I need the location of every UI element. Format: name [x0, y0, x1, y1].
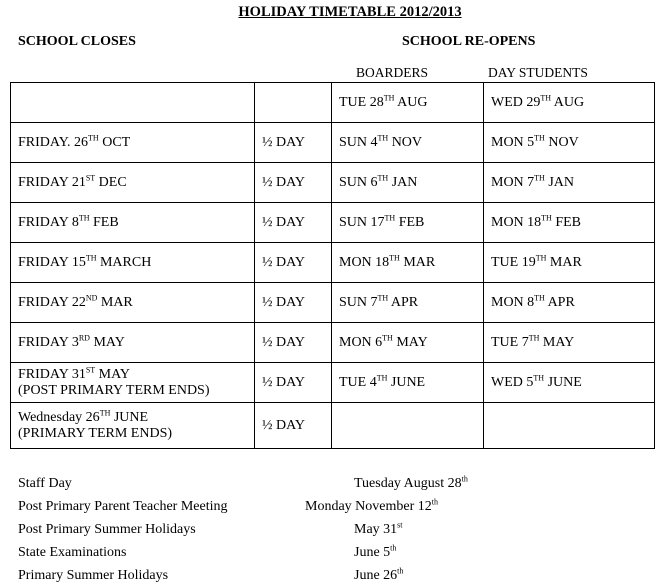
table-row	[11, 323, 655, 363]
close-date-cell: FRIDAY 22ND MAR	[11, 283, 255, 323]
day-students-reopen-cell: MON 18TH FEB	[484, 203, 655, 243]
footer-label: Primary Summer Holidays	[18, 568, 169, 583]
boarders-reopen-cell: MON 6TH MAY	[332, 323, 484, 363]
day-students-reopen-cell: MON 7TH JAN	[484, 163, 655, 203]
table-row	[11, 363, 655, 403]
half-day-cell: ½ DAY	[255, 123, 332, 163]
half-day-cell: ½ DAY	[255, 243, 332, 283]
table-row	[11, 203, 655, 243]
boarders-reopen-cell: SUN 7TH APR	[332, 283, 484, 323]
school-reopens-heading: SCHOOL RE-OPENS	[402, 34, 536, 49]
close-date-cell: FRIDAY 15TH MARCH	[11, 243, 255, 283]
day-students-reopen-cell: MON 5TH NOV	[484, 123, 655, 163]
term-end-note: (POST PRIMARY TERM ENDS)	[18, 382, 210, 398]
day-students-reopen-cell	[484, 403, 655, 449]
footer-value: May 31st	[354, 520, 403, 537]
close-date-cell: FRIDAY 8TH FEB	[11, 203, 255, 243]
day-students-reopen-cell: WED 5TH JUNE	[484, 363, 655, 403]
boarders-reopen-cell: TUE 28TH AUG	[332, 83, 484, 123]
day-students-reopen-cell: TUE 7TH MAY	[484, 323, 655, 363]
close-date-cell	[11, 363, 255, 403]
footer-value: June 5th	[354, 543, 397, 560]
footer-label: Staff Day	[18, 476, 72, 491]
footer-label: Post Primary Summer Holidays	[18, 522, 196, 537]
table-row	[11, 283, 655, 323]
half-day-cell: ½ DAY	[255, 403, 332, 449]
table-row	[11, 83, 655, 123]
close-date-cell: FRIDAY. 26TH OCT	[11, 123, 255, 163]
half-day-cell: ½ DAY	[255, 163, 332, 203]
term-end-note: (PRIMARY TERM ENDS)	[18, 425, 173, 441]
close-date-cell	[11, 403, 255, 449]
footer-value: Tuesday August 28th	[354, 474, 468, 491]
table-row	[11, 163, 655, 203]
close-date-cell: FRIDAY 3RD MAY	[11, 323, 255, 363]
footer-value: Monday November 12th	[305, 497, 438, 514]
table-row	[11, 243, 655, 283]
footer-label: Post Primary Parent Teacher Meeting	[18, 499, 228, 514]
half-day-cell: ½ DAY	[255, 323, 332, 363]
close-date-line: Wednesday 26TH JUNE	[18, 407, 149, 425]
boarders-heading: BOARDERS	[356, 65, 429, 80]
day-students-reopen-cell: WED 29TH AUG	[484, 83, 655, 123]
close-date-cell: FRIDAY 21ST DEC	[11, 163, 255, 203]
day-students-reopen-cell: MON 8TH APR	[484, 283, 655, 323]
footer-value: June 26th	[354, 566, 404, 583]
half-day-cell	[255, 83, 332, 123]
boarders-reopen-cell: MON 18TH MAR	[332, 243, 484, 283]
holiday-timetable	[10, 82, 655, 449]
close-date-cell	[11, 83, 255, 123]
boarders-reopen-cell	[332, 403, 484, 449]
boarders-reopen-cell: TUE 4TH JUNE	[332, 363, 484, 403]
half-day-cell: ½ DAY	[255, 203, 332, 243]
footer-label: State Examinations	[18, 545, 127, 560]
day-students-heading: DAY STUDENTS	[488, 65, 588, 80]
boarders-reopen-cell: SUN 17TH FEB	[332, 203, 484, 243]
half-day-cell: ½ DAY	[255, 363, 332, 403]
table-row	[11, 123, 655, 163]
boarders-reopen-cell: SUN 6TH JAN	[332, 163, 484, 203]
page-title: HOLIDAY TIMETABLE 2012/2013	[238, 4, 462, 20]
day-students-reopen-cell: TUE 19TH MAR	[484, 243, 655, 283]
boarders-reopen-cell: SUN 4TH NOV	[332, 123, 484, 163]
close-date-line: FRIDAY 31ST MAY	[18, 364, 131, 382]
table-row	[11, 403, 655, 449]
school-closes-heading: SCHOOL CLOSES	[18, 34, 136, 49]
half-day-cell: ½ DAY	[255, 283, 332, 323]
